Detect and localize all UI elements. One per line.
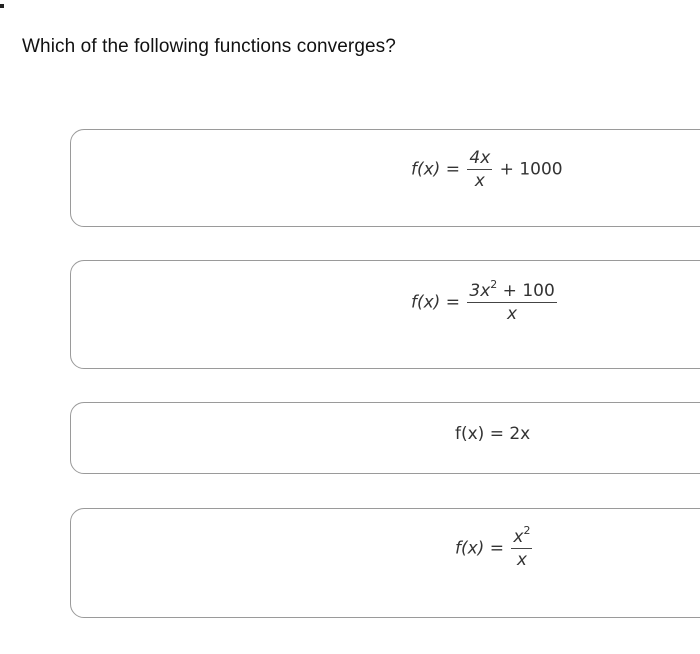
question-text: Which of the following functions converges? <box>22 36 396 57</box>
answer-option-3[interactable] <box>70 402 700 474</box>
formula-4-numerator <box>511 524 532 549</box>
answer-option-2[interactable] <box>70 260 700 369</box>
formula-1-fraction <box>467 148 492 191</box>
formula-1-numerator: 4x <box>469 148 491 168</box>
formula-4-lhs: f(x) = <box>455 538 504 559</box>
formula-1 <box>411 148 563 191</box>
formula-4-numerator-base: x <box>513 527 524 547</box>
formula-1-lhs: f(x) = <box>411 159 460 180</box>
corner-mark <box>0 4 4 8</box>
formula-2-exponent: 2 <box>490 278 498 291</box>
formula-2-numerator <box>467 278 556 303</box>
formula-4-denominator: x <box>516 550 527 570</box>
formula-4 <box>455 524 534 570</box>
formula-2-fraction <box>467 278 556 324</box>
formula-2-lhs: f(x) = <box>411 292 460 313</box>
formula-1-tail: + 1000 <box>499 159 563 180</box>
formula-1-denominator: x <box>474 171 485 191</box>
formula-4-fraction <box>511 524 532 570</box>
formula-2-denominator: x <box>507 304 518 324</box>
answer-option-4[interactable] <box>70 508 700 618</box>
formula-2 <box>411 278 559 324</box>
answer-option-1[interactable] <box>70 129 700 227</box>
formula-2-numerator-rest: + 100 <box>497 281 555 301</box>
formula-2-numerator-base: 3x <box>469 281 491 301</box>
formula-3: f(x) = 2x <box>455 424 531 444</box>
formula-4-exponent: 2 <box>523 524 531 537</box>
